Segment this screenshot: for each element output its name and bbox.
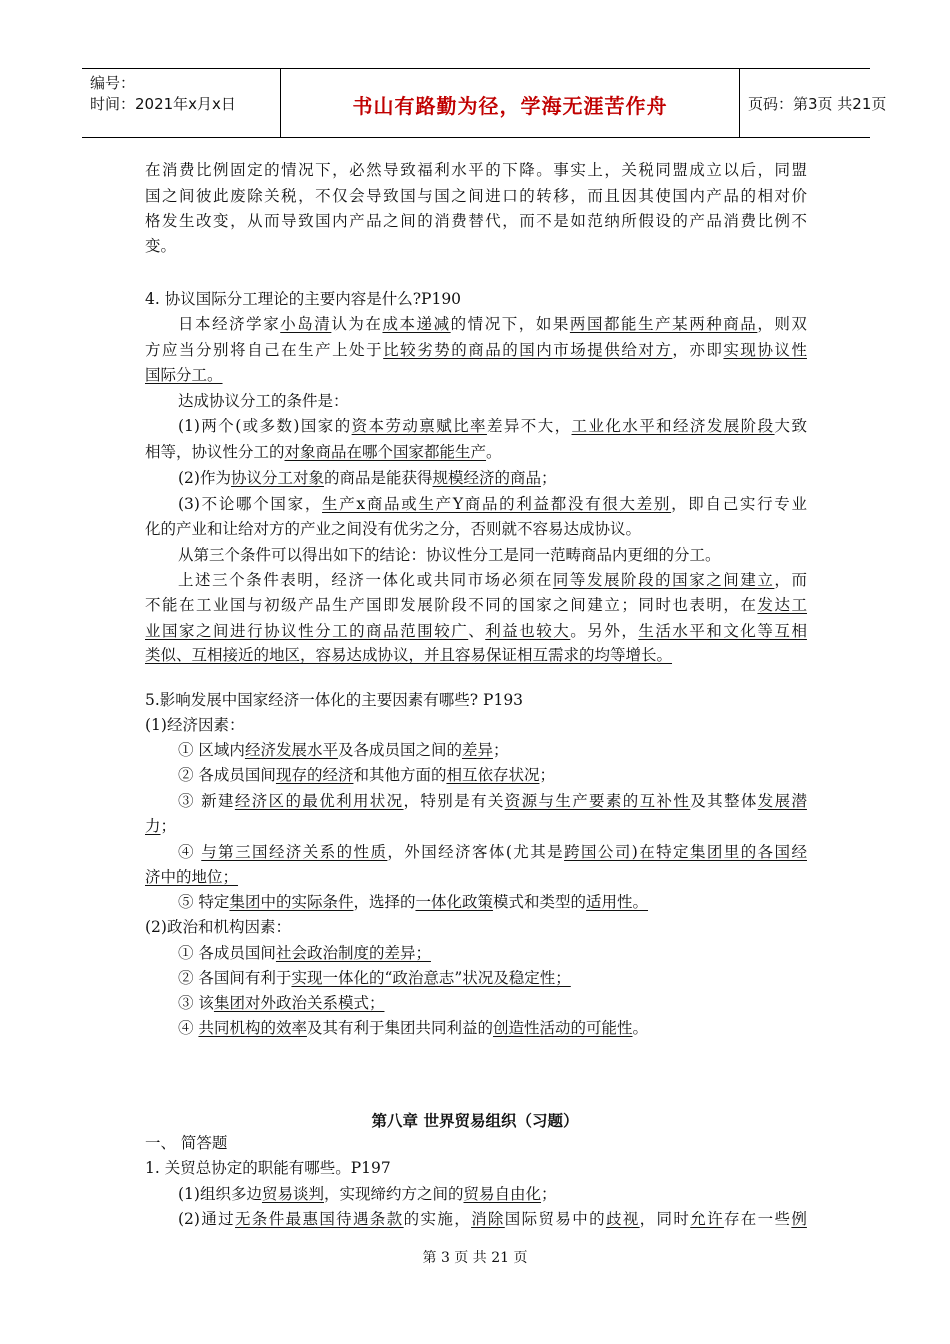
underlined-text: 共同机构的效率 — [198, 1019, 307, 1037]
text-line — [145, 715, 244, 735]
underlined-text: 生活水平和文化等互相 — [638, 622, 807, 640]
underlined-text: 类似、互相接近的地区，容易达成协议，并且容易保证相互需求的均等增长。 — [145, 646, 673, 664]
text-span: 的情况下，如果 — [450, 315, 570, 333]
text-line — [145, 1133, 227, 1153]
underlined-text: 差异 — [461, 741, 493, 759]
text-span: ，实现缔约方之间的 — [323, 1185, 464, 1203]
underlined-text: 与第三国经济关系的性质 — [201, 843, 388, 861]
text-line — [145, 645, 672, 665]
text-span: ④ — [178, 1019, 199, 1037]
underlined-text: 规模经济的商品 — [432, 469, 542, 487]
underlined-text: 创造性活动的可能性 — [492, 1019, 633, 1037]
text-span: ② 各国间有利于 — [178, 969, 292, 987]
text-span: ⑤ 特定 — [178, 893, 230, 911]
text-span: 格发生改变，从而导致国内产品之间的消费替代，而不是如范纳所假设的产品消费比例不 — [145, 212, 807, 230]
underlined-text: 相互依存状况 — [446, 766, 540, 784]
underlined-text: 一体化政策 — [415, 893, 493, 911]
text-span: (3)不论哪个国家， — [178, 495, 323, 513]
underlined-text: 发达工 — [757, 596, 807, 614]
page-footer: 第 3 页 共 21 页 — [422, 1250, 528, 1266]
underlined-text: 同等发展阶段的国家之间建立 — [552, 571, 775, 589]
underlined-text: 贸易自由化 — [463, 1185, 542, 1203]
underlined-text: 国际分工。 — [145, 366, 223, 384]
underlined-text: 经济区的最优利用状况 — [234, 792, 404, 810]
text-line — [178, 892, 648, 912]
text-span: 日本经济学家 — [178, 315, 281, 333]
header-page-cell — [740, 69, 887, 137]
text-span: ，而 — [774, 571, 807, 589]
text-span: 上述三个条件表明，经济一体化或共同市场必须在 — [178, 571, 553, 589]
text-line — [145, 519, 641, 539]
text-line — [178, 791, 807, 811]
text-line — [178, 468, 557, 488]
text-span: ④ — [178, 843, 202, 861]
text-span: 不能在工业国与初级产品生产国即发展阶段不同的国家之间建立；同时也表明，在 — [145, 596, 758, 614]
underlined-text: 济中的地位； — [145, 868, 239, 886]
text-line — [145, 621, 807, 641]
text-span: ，亦即 — [672, 341, 724, 359]
text-span: 的商品是能获得 — [323, 469, 433, 487]
text-span: 及其有利于集团共同利益的 — [306, 1019, 493, 1037]
text-span: 一、 简答题 — [145, 1134, 228, 1152]
underlined-text: 成本递减 — [382, 315, 451, 333]
text-span: ； — [541, 1185, 557, 1203]
text-span: 大致 — [774, 417, 807, 435]
text-line — [178, 545, 721, 565]
text-span: 。 — [486, 443, 502, 461]
text-span: ； — [492, 741, 509, 759]
text-span: 从第三个条件可以得出如下的结论：协议性分工是同一范畴商品内更细的分工。 — [178, 546, 721, 564]
underlined-text: 经济发展水平 — [244, 741, 338, 759]
underlined-text: 消除 — [471, 1210, 505, 1228]
text-span: 。另外， — [570, 622, 639, 640]
chapter-title: 第八章 世界贸易组织（习题） — [371, 1111, 579, 1130]
underlined-text: 生产x商品或生产Y商品的利益都没有很大差别 — [322, 495, 672, 513]
text-span: 的实施， — [403, 1210, 472, 1228]
text-span: 国之间彼此废除关税，不仅会导致国与国之间进口的转移，而且因其使国内产品的相对价 — [145, 187, 807, 205]
underlined-text: 资源与生产要素的互补性 — [504, 792, 691, 810]
underlined-text: 适用性。 — [586, 893, 649, 911]
text-span: (1)组织多边 — [178, 1185, 262, 1203]
text-span: 、 — [468, 622, 486, 640]
text-line — [145, 340, 807, 360]
text-line — [145, 211, 807, 231]
date-label: 时间：2021年x月x日 — [90, 95, 236, 113]
text-span: ，选择的 — [353, 893, 416, 911]
text-line — [145, 690, 523, 710]
underlined-text: 协议分工对象 — [230, 469, 324, 487]
underlined-text: 例 — [791, 1210, 807, 1228]
text-span: ，则双 — [757, 315, 807, 333]
underlined-text: 对象商品在哪个国家都能生产 — [284, 443, 487, 461]
text-line — [145, 1158, 391, 1178]
underlined-text: 跨国公司)在特定集团里的各国经 — [564, 843, 807, 861]
motto-text: 书山有路勤为径，学海无涯苦作舟 — [352, 94, 668, 118]
underlined-text: 比较劣势的商品的国内市场提供给对方 — [383, 341, 673, 359]
text-line — [178, 968, 571, 988]
text-span: 差异不大， — [486, 417, 572, 435]
text-line — [145, 186, 807, 206]
text-line — [178, 416, 807, 436]
underlined-text: 允许 — [690, 1210, 724, 1228]
text-span: 及各成员国之间的 — [337, 741, 462, 759]
text-span: ③ 该 — [178, 994, 214, 1012]
number-label: 编号： — [90, 74, 136, 92]
underlined-text: 两国都能生产某两种商品 — [569, 315, 758, 333]
text-span: 4. 协议国际分工理论的主要内容是什么?P190 — [145, 290, 462, 308]
text-span: ① 各成员国间 — [178, 944, 276, 962]
text-line — [145, 236, 176, 256]
underlined-text: 集团中的实际条件 — [229, 893, 354, 911]
text-line — [178, 842, 807, 862]
text-span: 5.影响发展中国家经济一体化的主要因素有哪些? P193 — [145, 691, 524, 709]
text-line — [145, 917, 291, 937]
page-number-label: 页码：第3页 共21页 — [748, 95, 887, 113]
text-span: 变。 — [145, 237, 177, 255]
text-span: 在消费比例固定的情况下，必然导致福利水平的下降。事实上，关税同盟成立以后，同盟 — [145, 161, 807, 179]
header-meta-cell — [82, 69, 280, 137]
text-span: (1)两个(或多数)国家的 — [178, 417, 352, 435]
text-span: ，特别是有关 — [403, 792, 505, 810]
text-line — [145, 867, 238, 887]
text-span: ③ 新建 — [178, 792, 235, 810]
underlined-text: 小岛清 — [280, 315, 332, 333]
underlined-text: 利益也较大 — [485, 622, 571, 640]
text-span: 方应当分别将自己在生产上处于 — [145, 341, 384, 359]
text-line — [178, 740, 509, 760]
text-span: ① 区域内 — [178, 741, 245, 759]
underlined-text: 贸易谈判 — [261, 1185, 324, 1203]
text-line — [178, 765, 555, 785]
text-span: 及其整体 — [690, 792, 758, 810]
text-line — [145, 595, 807, 615]
text-span: 化的产业和让给对方的产业之间没有优劣之分，否则就不容易达成协议。 — [145, 520, 642, 538]
text-line — [178, 1209, 807, 1229]
text-span: ② 各成员国间 — [178, 766, 276, 784]
text-line — [178, 570, 807, 590]
text-line — [178, 391, 349, 411]
text-line — [178, 1184, 557, 1204]
text-line — [178, 1018, 648, 1038]
text-span: 1. 关贸总协定的职能有哪些。P197 — [145, 1159, 391, 1177]
text-span: ，即自己实行专业 — [671, 495, 807, 513]
underlined-text: 实现协议性 — [723, 341, 807, 359]
text-span: ； — [541, 469, 557, 487]
underlined-text: 资本劳动禀赋比率 — [351, 417, 487, 435]
text-line — [145, 289, 461, 309]
text-span: 达成协议分工的条件是： — [178, 392, 349, 410]
text-span: ，外国经济客体(尤其是 — [387, 843, 565, 861]
text-span: (2)作为 — [178, 469, 231, 487]
underlined-text: 力 — [145, 817, 161, 835]
text-line — [178, 943, 431, 963]
text-span: 和其他方面的 — [353, 766, 447, 784]
text-span: 。 — [632, 1019, 648, 1037]
text-span: 认为在 — [331, 315, 383, 333]
text-span: (1)经济因素： — [145, 716, 245, 734]
underlined-text: 发展潜 — [757, 792, 807, 810]
text-line — [178, 314, 807, 334]
header-motto-cell — [280, 69, 740, 137]
page-header — [82, 68, 887, 138]
text-line — [145, 365, 223, 385]
underlined-text: 无条件最惠国待遇条款 — [235, 1210, 404, 1228]
text-span: ，同时 — [639, 1210, 691, 1228]
text-line — [145, 442, 502, 462]
underlined-text: 现存的经济 — [275, 766, 354, 784]
underlined-text: 社会政治制度的差异； — [275, 944, 431, 962]
text-line — [178, 993, 384, 1013]
underlined-text: 集团对外政治关系模式； — [213, 994, 385, 1012]
text-line — [145, 160, 807, 180]
text-line — [178, 494, 807, 514]
text-span: 模式和类型的 — [492, 893, 586, 911]
text-span: 存在一些 — [723, 1210, 792, 1228]
text-span: (2)政治和机构因素： — [145, 918, 291, 936]
underlined-text: 业国家之间进行协议性分工的商品范围较广 — [145, 622, 469, 640]
text-span: 相等，协议性分工的 — [145, 443, 285, 461]
underlined-text: 实现一体化的“政治意志”状况及稳定性； — [291, 969, 571, 987]
underlined-text: 工业化水平和经济发展阶段 — [571, 417, 775, 435]
underlined-text: 歧视 — [605, 1210, 640, 1228]
text-span: ； — [539, 766, 555, 784]
text-line — [145, 816, 176, 836]
text-span: 国际贸易中的 — [504, 1210, 606, 1228]
text-span: ； — [160, 817, 177, 835]
text-span: (2)通过 — [178, 1210, 236, 1228]
